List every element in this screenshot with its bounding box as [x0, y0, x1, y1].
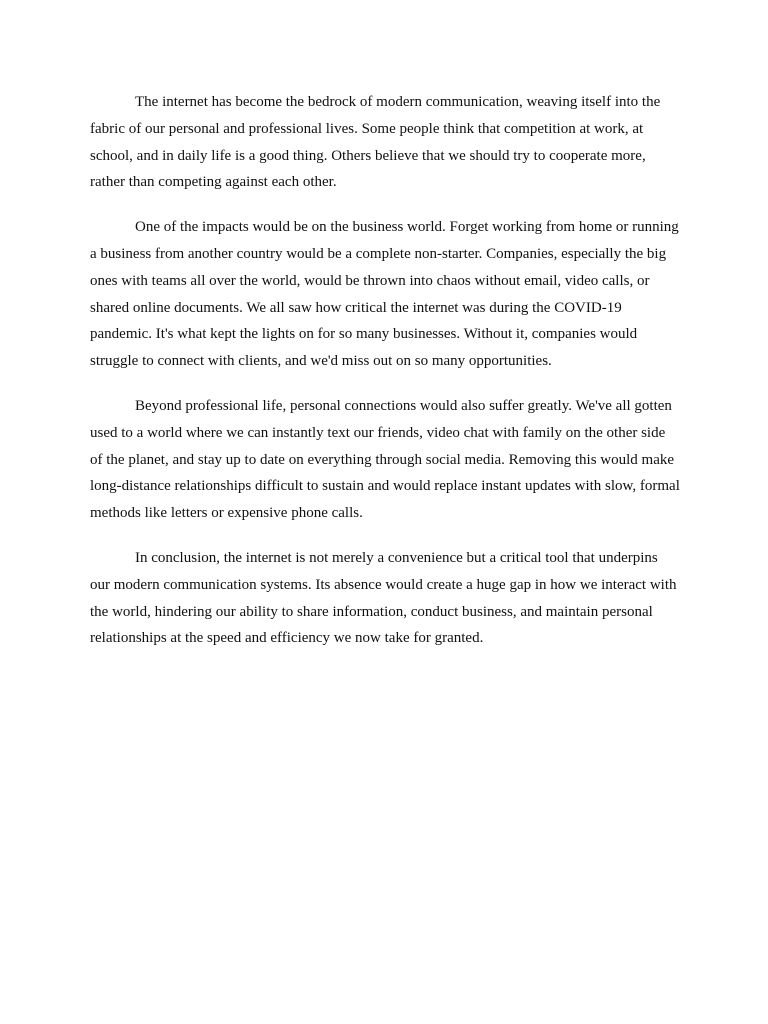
paragraph-intro: The internet has become the bedrock of modern communication, weaving itself into the fabric of our personal and professional lives. Some people think that competition at work, at school, and in daily life is a good thing. Others believe that we should try to cooperate more, rather than competing against each other. — [90, 94, 661, 191]
paragraph-personal: Beyond professional life, personal connections would also suffer greatly. We've all gotten used to a world where we can instantly text our friends, video chat with family on the other side of the planet, and stay up to date on everything through social media. Removing this would make long-distance relationships difficult to sustain and would replace instant updates with slow, formal methods like letters or expensive phone calls. — [90, 397, 680, 522]
paragraph-business: One of the impacts would be on the business world. Forget working from home or running a business from another country would be a complete non-starter. Companies, especially the big ones with teams all over the world, would be thrown into chaos without email, video calls, or shared online documents. We all saw how critical the internet was during the COVID-19 pandemic. It's what kept the lights on for so many businesses. Without it, companies would struggle to connect with clients, and we'd miss out on so many opportunities. — [90, 219, 679, 370]
document-body — [90, 89, 680, 670]
paragraph-conclusion: In conclusion, the internet is not merely a convenience but a critical tool that underpins our modern communication systems. Its absence would create a huge gap in how we interact with the world, hindering our ability to share information, conduct business, and maintain personal relationships at the speed and efficiency we now take for granted. — [90, 549, 677, 647]
